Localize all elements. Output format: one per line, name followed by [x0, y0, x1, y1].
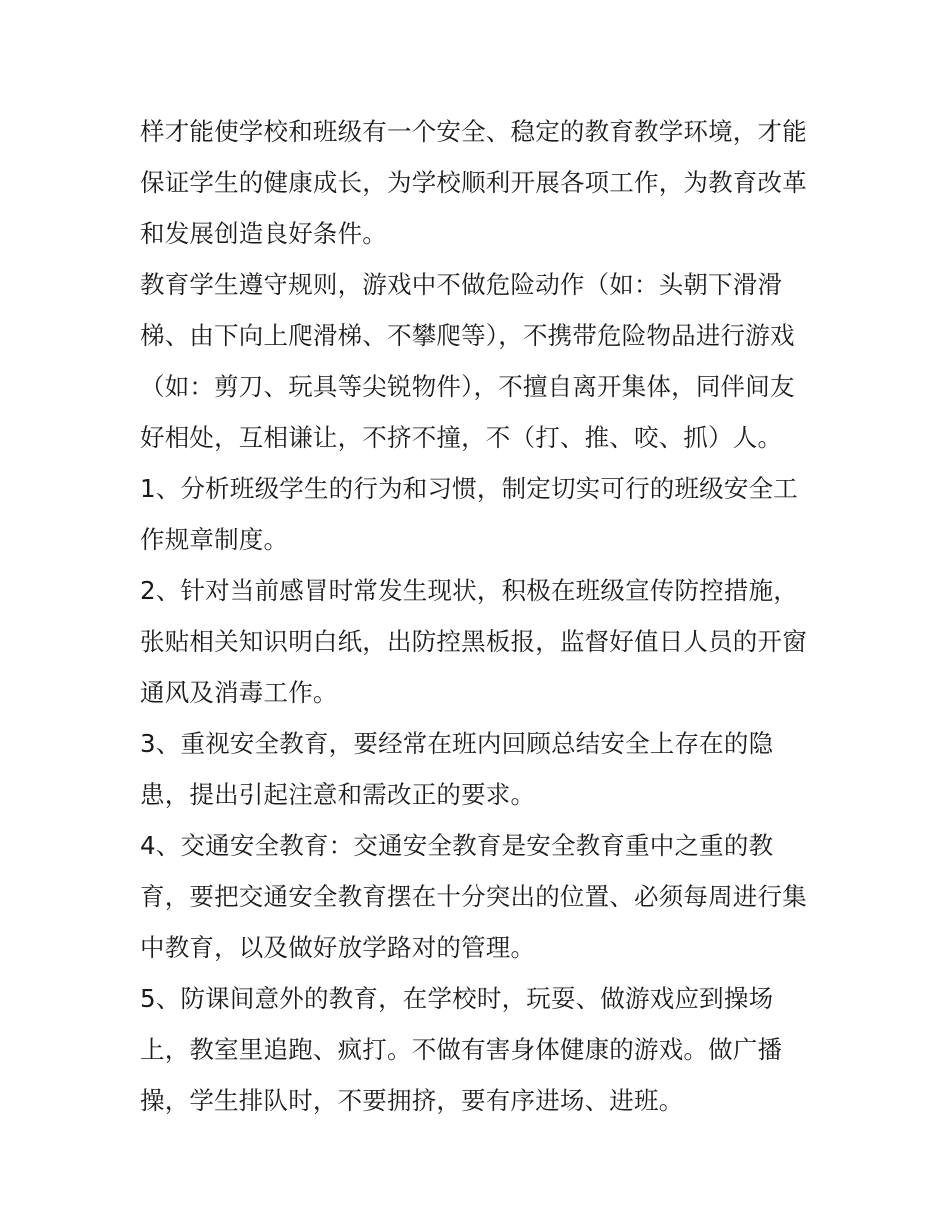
- text-line: 患，提出引起注意和需改正的要求。: [140, 780, 536, 809]
- text-line: 作规章制度。: [140, 525, 289, 554]
- text-line: 操，学生排队时，不要拥挤，要有序进场、进班。: [140, 1086, 684, 1115]
- text-line: 2、针对当前感冒时常发生现状，积极在班级宣传防控措施，: [140, 576, 798, 605]
- text-line: （如：剪刀、玩具等尖锐物件），不擅自离开集体，同伴间友: [140, 372, 795, 401]
- document-body: [140, 106, 820, 1126]
- text-line: 梯、由下向上爬滑梯、不攀爬等），不携带危险物品进行游戏: [140, 321, 795, 350]
- text-line: 4、交通安全教育：交通安全教育是安全教育重中之重的教: [140, 831, 774, 860]
- text-line: 张贴相关知识明白纸，出防控黑板报，监督好值日人员的开窗: [140, 627, 807, 656]
- text-line: 保证学生的健康成长，为学校顺利开展各项工作，为教育改革: [140, 168, 807, 197]
- text-line: 育，要把交通安全教育摆在十分突出的位置、必须每周进行集: [140, 882, 807, 911]
- text-line: 3、重视安全教育，要经常在班内回顾总结安全上存在的隐: [140, 729, 774, 758]
- text-line: 中教育，以及做好放学路对的管理。: [140, 933, 536, 962]
- text-line: 5、防课间意外的教育，在学校时，玩耍、做游戏应到操场: [140, 984, 774, 1013]
- text-line: 上，教室里追跑、疯打。不做有害身体健康的游戏。做广播: [140, 1035, 783, 1064]
- text-line: 好相处，互相谦让，不挤不撞，不（打、推、咬、抓）人。: [140, 423, 783, 452]
- text-line: 教育学生遵守规则，游戏中不做危险动作（如：头朝下滑滑: [140, 270, 783, 299]
- text-line: 和发展创造良好条件。: [140, 219, 387, 248]
- text-line: 通风及消毒工作。: [140, 678, 338, 707]
- text-line: 样才能使学校和班级有一个安全、稳定的教育教学环境，才能: [140, 117, 807, 146]
- text-line: 1、分析班级学生的行为和习惯，制定切实可行的班级安全工: [140, 474, 798, 503]
